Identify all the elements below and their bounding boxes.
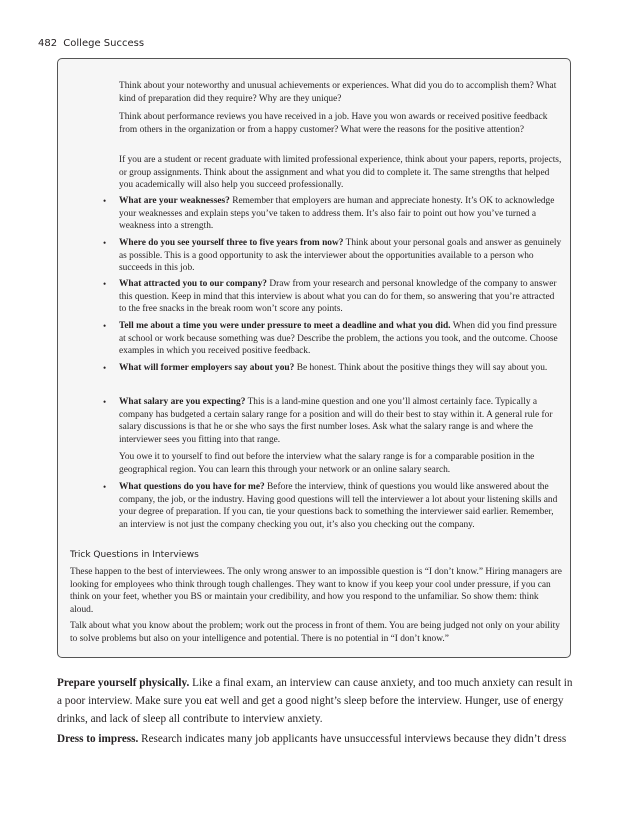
answer: Think about your personal goals and answer as genuinely as possible. This is a good opportunity to ask the interviewer about the opportunities available to a person who succeeds in this job.: [119, 238, 562, 273]
bullet-icon: •: [103, 196, 107, 206]
answer: When did you find pressure at school or work because something was due? Describe the problem, the actions you took, and the outcome. Choose examples in which you received positive feedback.: [119, 321, 558, 356]
answer: This is a land-mine question and one you’ll almost certainly face. Typically a company has budgeted a certain salary range for a position and will do their best to stay within it. A general rule for salary discussions is that he or she who says the first number loses. Ask what the salary range is and where the interviewer sees you fitting into that range.: [119, 397, 553, 445]
bullet-icon: •: [103, 279, 107, 289]
physical-lead: Prepare yourself physically.: [57, 677, 190, 689]
question: What will former employers say about you?: [119, 363, 295, 373]
book-title: College Success: [63, 38, 145, 49]
answer: Draw from your research and personal knowledge of the company to answer this question. Keep in mind that this interview is about what you can do for them, so answering that you’re attracted to the free snacks in the break room won’t score any points.: [119, 279, 557, 314]
page-header: [38, 38, 144, 49]
question: Tell me about a time you were under pressure to meet a deadline and what you did.: [119, 321, 451, 331]
list-item: [119, 481, 563, 531]
list-item: [119, 195, 563, 233]
question: What attracted you to our company?: [119, 279, 267, 289]
bullet-icon: •: [103, 321, 107, 331]
dress-paragraph: [57, 730, 573, 748]
answer: Remember that employers are human and appreciate honesty. It’s OK to acknowledge your weaknesses and explain steps you’ve taken to address them. It’s also fair to point out how you’ve turned a weakness into a strength.: [119, 196, 555, 231]
trick-questions-heading: Trick Questions in Interviews: [70, 550, 199, 560]
physical-text: Like a final exam, an interview can cause anxiety, and too much anxiety can result in a poor interview. Make sure you eat well and get a good night’s sleep before the interview. Hunger, use of energy drinks, and lack of sleep all contribute to interview anxiety.: [57, 677, 573, 725]
question: What questions do you have for me?: [119, 482, 265, 492]
salary-followup-paragraph: You owe it to yourself to find out before the interview what the salary range is for a comparable position in the geographical region. You can learn this through your network or an online salary search.: [119, 452, 535, 475]
bullet-icon: •: [103, 482, 107, 492]
trick-paragraph-1: These happen to the best of interviewees. The only wrong answer to an impossible question is “I don’t know.” Hiring managers are looking for employees who think through tough challenges. They want to know if you keep your cool under pressure, if you can think on your feet, whether you BS or maintain your credibility, and how you respond to the unfamiliar. So show them: think aloud.: [70, 567, 562, 615]
reviews-paragraph: Think about performance reviews you have received in a job. Have you won awards or received positive feedback from others in the organization or from a happy customer? What were the reasons for the positive attention?: [119, 112, 548, 135]
list-item: [119, 362, 563, 375]
answer: Before the interview, think of questions you would like answered about the company, the job, or the industry. Having good questions will tell the interviewer a lot about your listening skills and your degree of preparation. If you can, tie your questions back to something the interviewer said earlier. Remember, an interview is not just the company checking you out, it’s also you checking out the company.: [119, 482, 558, 530]
student-paragraph: If you are a student or recent graduate with limited professional experience, think about your papers, reports, projects, or group assignments. Think about the assignment and what you did to complete it. The same strengths that helped you academically will also help you succeed professionally.: [119, 155, 562, 190]
question: What salary are you expecting?: [119, 397, 246, 407]
question: Where do you see yourself three to five years from now?: [119, 238, 344, 248]
dress-text: Research indicates many job applicants have unsuccessful interviews because they didn’t dress: [138, 733, 567, 745]
answer: Be honest. Think about the positive things they will say about you.: [294, 363, 548, 373]
bullet-icon: •: [103, 238, 107, 248]
trick-paragraph-2: Talk about what you know about the problem; work out the process in front of them. You are being judged not only on your ability to solve problems but also on your intelligence and potential. There is no potential in “I don’t know.”: [70, 621, 560, 644]
bullet-icon: •: [103, 363, 107, 373]
sidebar-box: [57, 58, 571, 658]
list-item: [119, 396, 563, 446]
list-item: [119, 237, 563, 275]
page-number: 482: [38, 38, 58, 49]
bullet-icon: •: [103, 397, 107, 407]
achievements-paragraph: Think about your noteworthy and unusual achievements or experiences. What did you do to accomplish them? What kind of preparation did they require? Why are they unique?: [119, 81, 557, 104]
physical-prep-paragraph: [57, 674, 573, 728]
dress-lead: Dress to impress.: [57, 733, 139, 745]
list-item: [119, 278, 563, 316]
list-item: [119, 320, 563, 358]
question: What are your weaknesses?: [119, 196, 230, 206]
